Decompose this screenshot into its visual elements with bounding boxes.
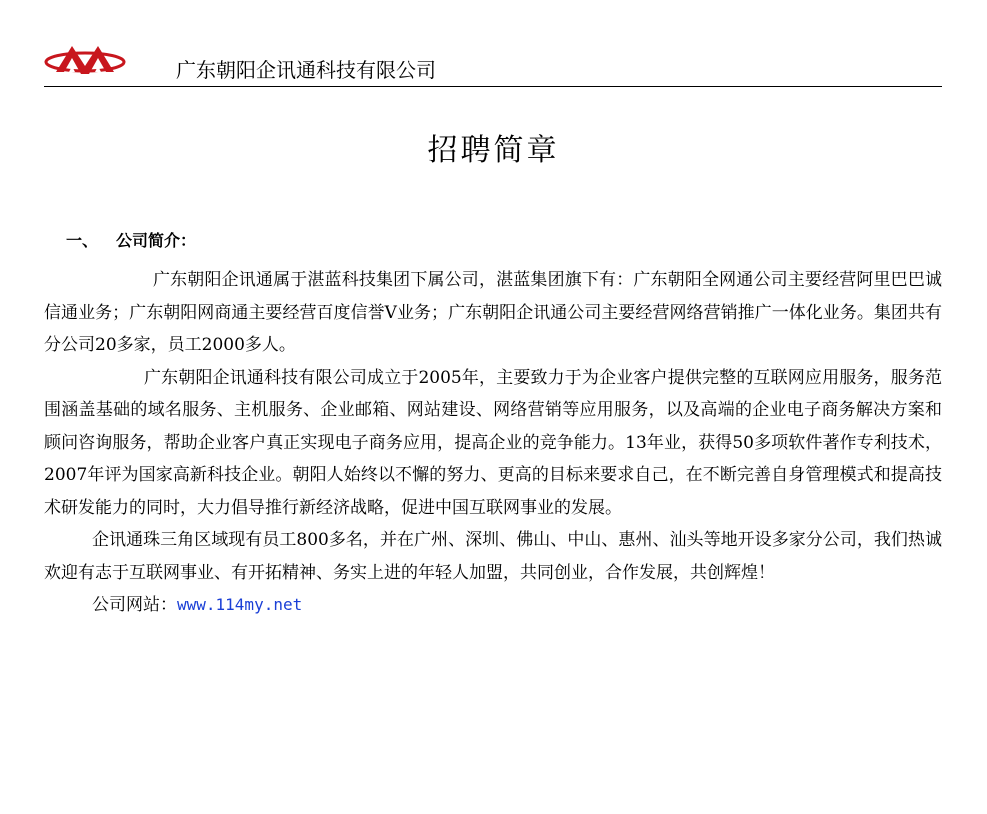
twin-peak-logo-icon — [44, 38, 126, 80]
section-number: 一、 — [66, 231, 99, 250]
company-name: 广东朝阳企讯通科技有限公司 — [176, 58, 436, 82]
website-line — [44, 589, 942, 622]
website-label: 公司网站： — [92, 595, 177, 615]
paragraph-group-intro: 广东朝阳企讯通属于湛蓝科技集团下属公司，湛蓝集团旗下有：广东朝阳全网通公司主要经营阿里巴巴诚信通业务；广东朝阳网商通主要经营百度信誉V业务；广东朝阳企讯通公司主要经营网络营销推广一体化业务。集团共有分公司20多家，员工2000多人。 — [44, 270, 942, 355]
website-link[interactable]: www.114my.net — [177, 595, 303, 614]
paragraph-recruitment: 企讯通珠三角区域现有员工800多名，并在广州、深圳、佛山、中山、惠州、汕头等地开设多家分公司，我们热诚欢迎有志于互联网事业、有开拓精神、务实上进的年轻人加盟，共同创业，合作发展，共创辉煌！ — [44, 530, 942, 583]
page-title: 招聘简章 — [427, 133, 560, 168]
section-title: 公司简介： — [116, 231, 197, 250]
document-body — [44, 264, 942, 622]
paragraph-company-profile: 广东朝阳企讯通科技有限公司成立于2005年，主要致力于为企业客户提供完整的互联网应用服务，服务范围涵盖基础的域名服务、主机服务、企业邮箱、网站建设、网络营销等应用服务，以及高端的企业电子商务解决方案和顾问咨询服务，帮助企业客户真正实现电子商务应用，提高企业的竞争能力。13年业，获得50多项软件著作专利技术，2007年评为国家高新科技企业。朝阳人始终以不懈的努力、更高的目标来要求自己，在不断完善自身管理模式和提高技术研发能力的同时，大力倡导推行新经济战略，促进中国互联网事业的发展。 — [44, 367, 942, 518]
section-heading — [66, 228, 196, 254]
page-header — [44, 38, 942, 87]
